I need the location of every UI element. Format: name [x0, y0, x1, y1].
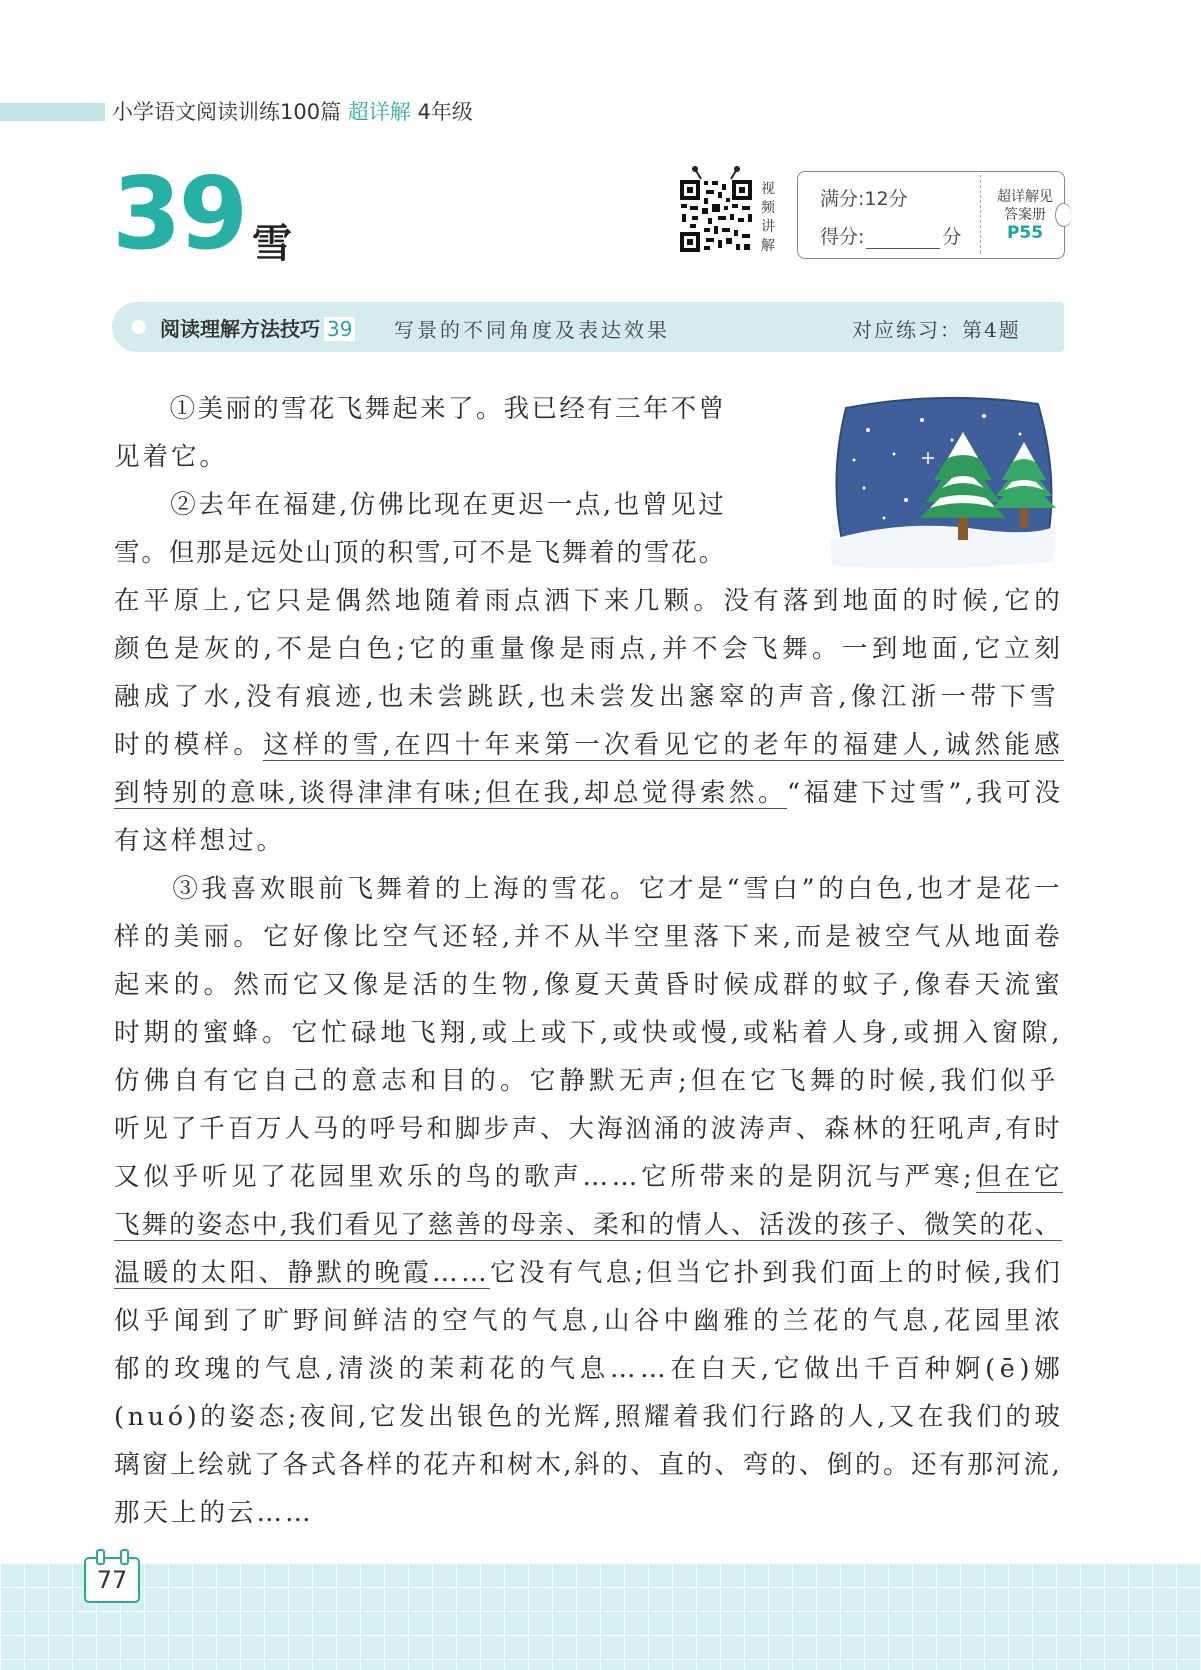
answer-page: P55: [1006, 223, 1044, 243]
passage-text: ①美丽的雪花飞舞起来了。我已经有三年不曾: [114, 394, 727, 424]
book-edition: 超详解: [347, 100, 411, 124]
passage-text: “福建下过雪”,我可没: [786, 778, 1064, 808]
underlined-sentence: 飞舞的姿态中,我们看见了慈善的母亲、柔和的情人、活泼的孩子、微笑的花、: [114, 1210, 1063, 1240]
book-header: [112, 96, 473, 126]
score-unit: 分: [942, 226, 962, 248]
full-score: 满分:12分: [820, 188, 908, 210]
passage-line: [114, 385, 726, 433]
practice-reference: 对应练习：第4题: [852, 318, 1021, 342]
method-number: 39: [324, 317, 355, 341]
underlined-sentence: 这样的雪,在四十年来第一次看见它的老年的福建人,诚然能感: [263, 730, 1065, 760]
page-number-text: 77: [96, 1566, 128, 1594]
passage-line: [114, 433, 228, 481]
passage-line: [114, 913, 1064, 961]
passage-line: [114, 529, 726, 577]
snow-trees-illustration: [824, 390, 1060, 570]
passage-text: 郁的玫瑰的气息,清淡的茉莉花的气息……在白天,它做出千百种婀(ē)娜: [114, 1354, 1065, 1384]
passage-text: 在平原上,它只是偶然地随着雨点洒下来几颗。没有落到地面的时候,它的: [114, 586, 1065, 616]
qr-code-icon[interactable]: [678, 178, 754, 254]
passage-line: [114, 865, 1063, 913]
score-divider: [980, 175, 981, 253]
passage-line: [114, 1249, 1063, 1297]
passage-line: [114, 1105, 1063, 1153]
calendar-ring-icon: [120, 1549, 129, 1565]
passage-text: 那天上的云……: [114, 1498, 314, 1528]
passage-line: [114, 625, 1064, 673]
lesson-number: 39: [112, 155, 246, 272]
underlined-sentence: 温暖的太阳、静默的晚霞……: [114, 1258, 491, 1288]
score-label: 得分:: [820, 226, 865, 248]
header-bar: [0, 103, 105, 121]
passage-line: [114, 1153, 1063, 1201]
passage-text: 时期的蜜蜂。它忙碌地飞翔,或上或下,或快或慢,或粘着人身,或拥入窗隙,: [114, 1018, 1064, 1048]
passage-text: 似乎闻到了旷野间鲜洁的空气的气息,山谷中幽雅的兰花的气息,花园里浓: [114, 1306, 1065, 1336]
passage-text: 有这样想过。: [114, 826, 286, 856]
underlined-sentence: 到特别的意味,谈得津津有味;但在我,却总觉得索然。: [114, 778, 787, 808]
footer-grid: [0, 1563, 1201, 1670]
book-title: 小学语文阅读训练100篇: [112, 100, 342, 124]
passage-line: [114, 1057, 1060, 1105]
score-entry: [820, 222, 961, 249]
passage-line: [114, 961, 1064, 1009]
book-grade: 4年级: [417, 100, 473, 124]
video-caption-char: 频: [761, 200, 775, 216]
answer-ref-line1: 超详解见: [997, 189, 1053, 205]
video-caption-char: 视: [761, 181, 775, 197]
banner-bullet-icon: [132, 320, 146, 334]
passage-line: [114, 1441, 1062, 1489]
passage-line: [114, 817, 285, 865]
passage-line: [114, 769, 1063, 817]
passage-text: ②去年在福建,仿佛比现在更迟一点,也曾见过: [114, 490, 727, 520]
video-caption-char: 解: [761, 238, 775, 254]
passage-line: [114, 577, 1064, 625]
passage-line: [114, 721, 1064, 769]
answer-ref-line2: 答案册: [1004, 207, 1046, 223]
answer-reference: [985, 188, 1065, 242]
passage-text: 样的美丽。它好像比空气还轻,并不从半空里落下来,而是被空气从地面卷: [114, 922, 1065, 952]
method-topic: 写景的不同角度及表达效果: [394, 318, 670, 342]
passage-line: [114, 1201, 1062, 1249]
passage-text: 又似乎听见了花园里欢乐的鸟的歌声……它所带来的是阴沉与严寒;: [114, 1162, 976, 1192]
passage-text: (nuó)的姿态;夜间,它发出银色的光辉,照耀着我们行路的人,又在我们的玻: [114, 1402, 1064, 1432]
passage-text: 雪。但那是远处山顶的积雪,可不是飞舞着的雪花。: [114, 538, 726, 568]
passage-text: 见着它。: [114, 442, 229, 472]
passage-text: 仿佛自有它自己的意志和目的。它静默无声;但在它飞舞的时候,我们似乎: [114, 1066, 1060, 1096]
passage-line: [114, 1297, 1064, 1345]
method-label: 阅读理解方法技巧: [160, 317, 320, 341]
page-number: [84, 1557, 140, 1603]
passage-line: [114, 1345, 1064, 1393]
video-caption: [759, 180, 777, 256]
passage-text: 它没有气息;但当它扑到我们面上的时候,我们: [490, 1258, 1064, 1288]
lesson-title: 雪: [252, 221, 292, 267]
passage-text: 颜色是灰的,不是白色;它的重量像是雨点,并不会飞舞。一到地面,它立刻: [114, 634, 1065, 664]
passage-text: 时的模样。: [114, 730, 264, 760]
passage-line: [114, 481, 726, 529]
passage-text: ③我喜欢眼前飞舞着的上海的雪花。它才是“雪白”的白色,也才是花一: [114, 874, 1064, 904]
method-label-group: [160, 313, 359, 342]
calendar-ring-icon: [96, 1549, 105, 1565]
passage-line: [114, 1393, 1064, 1441]
passage-text: 起来的。然而它又像是活的生物,像夏天黄昏时候成群的蚊子,像春天流蜜: [114, 970, 1065, 1000]
passage-line: [114, 673, 1060, 721]
video-caption-char: 讲: [761, 219, 775, 235]
score-blank-field[interactable]: [866, 230, 940, 249]
passage-text: 融成了水,没有痕迹,也未尝跳跃,也未尝发出窸窣的声音,像江浙一带下雪: [114, 682, 1060, 712]
passage-line: [114, 1489, 314, 1537]
passage-line: [114, 1009, 1064, 1057]
underlined-sentence: 但在它: [975, 1162, 1064, 1192]
passage-text: 听见了千百万人马的呼号和脚步声、大海汹涌的波涛声、森林的狂吼声,有时: [114, 1114, 1063, 1144]
qr-antenna-icon: [687, 165, 747, 181]
passage-text: 璃窗上绘就了各式各样的花卉和树木,斜的、直的、弯的、倒的。还有那河流,: [114, 1450, 1063, 1480]
